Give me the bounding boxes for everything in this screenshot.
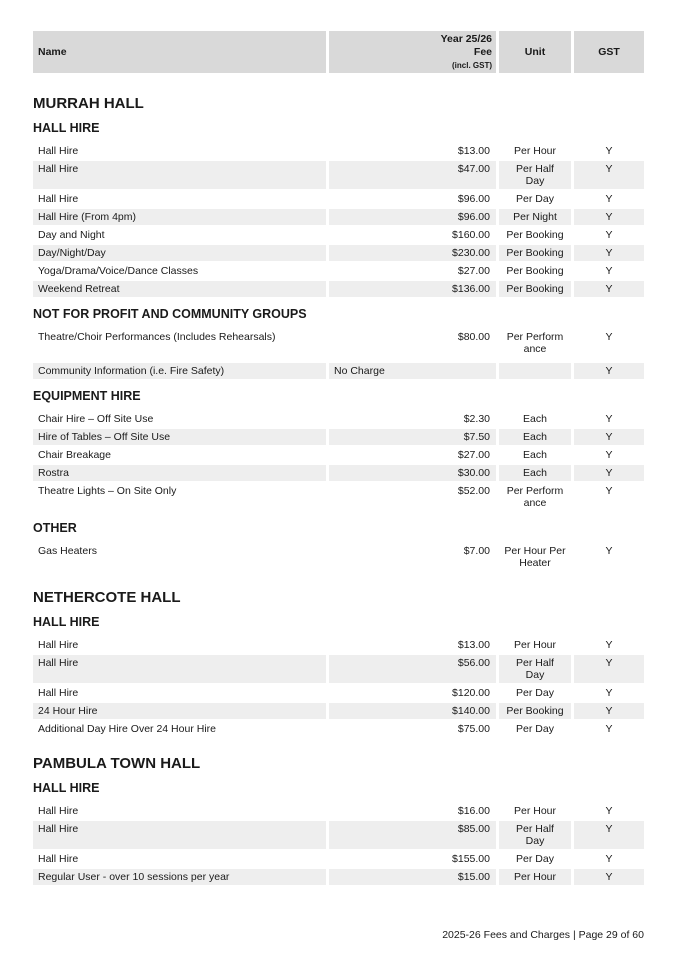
row-name: Hall Hire <box>33 685 329 701</box>
row-fee: $230.00 <box>329 245 499 261</box>
row-name: Chair Breakage <box>33 447 329 463</box>
row-gst: Y <box>574 869 644 885</box>
row-unit-text: Per Hour Per Heater <box>504 545 566 569</box>
header-gst: GST <box>574 31 644 73</box>
row-unit <box>499 411 574 427</box>
row-gst: Y <box>605 265 613 277</box>
group-title: HALL HIRE <box>33 121 100 135</box>
row-unit <box>499 543 574 571</box>
row-unit-text: Per Booking <box>506 283 564 295</box>
table-row <box>33 191 644 207</box>
row-name: Day/Night/Day <box>33 245 329 261</box>
row-gst: Y <box>605 805 613 817</box>
row-fee: $16.00 <box>329 803 499 819</box>
row-unit-text: Per Booking <box>506 229 564 241</box>
row-fee: $7.50 <box>329 429 499 445</box>
row-unit-text: Per Booking <box>506 247 564 259</box>
row-unit-text: Per Half Day <box>516 163 554 187</box>
row-gst: Y <box>605 145 613 157</box>
table-row <box>33 143 644 159</box>
table-row <box>33 227 644 243</box>
table-row <box>33 411 644 427</box>
row-unit-text: Per Day <box>516 853 554 865</box>
row-fee: $140.00 <box>329 703 499 719</box>
row-fee: $155.00 <box>329 851 499 867</box>
row-gst: Y <box>605 853 613 865</box>
table-row <box>33 685 644 701</box>
group-title: OTHER <box>33 521 77 535</box>
row-fee: $13.00 <box>329 637 499 653</box>
table-row <box>33 263 644 279</box>
fees-content <box>33 91 644 885</box>
row-unit-text: Per Day <box>516 723 554 735</box>
row-gst: Y <box>605 229 613 241</box>
row-unit <box>499 869 574 885</box>
row-gst: Y <box>605 449 613 461</box>
row-name: 24 Hour Hire <box>33 703 329 719</box>
row-unit <box>499 821 574 849</box>
table-row <box>33 281 644 297</box>
row-fee: $75.00 <box>329 721 499 737</box>
row-gst: Y <box>574 465 644 481</box>
row-name: Hall Hire (From 4pm) <box>33 209 329 225</box>
row-name: Hall Hire <box>33 161 329 189</box>
row-name: Hall Hire <box>33 191 329 207</box>
row-unit <box>499 803 574 819</box>
row-fee: No Charge <box>329 363 499 379</box>
row-unit-text: Per Day <box>516 687 554 699</box>
row-unit <box>499 721 574 737</box>
row-name: Hall Hire <box>33 655 329 683</box>
row-gst: Y <box>574 821 644 849</box>
row-name: Hall Hire <box>33 821 329 849</box>
row-fee: $136.00 <box>329 281 499 297</box>
table-header <box>33 31 644 73</box>
row-name: Additional Day Hire Over 24 Hour Hire <box>33 721 329 737</box>
row-fee: $2.30 <box>329 411 499 427</box>
table-row <box>33 851 644 867</box>
row-unit <box>499 851 574 867</box>
header-fee <box>329 31 499 73</box>
row-name: Gas Heaters <box>33 543 329 571</box>
row-unit <box>499 655 574 683</box>
header-name: Name <box>33 31 329 73</box>
row-unit-text: Per Night <box>513 211 557 223</box>
row-unit <box>499 245 574 261</box>
row-unit <box>499 429 574 445</box>
table-row <box>33 703 644 719</box>
row-fee: $52.00 <box>329 483 499 511</box>
row-fee: $120.00 <box>329 685 499 701</box>
table-row <box>33 209 644 225</box>
row-fee: $160.00 <box>329 227 499 243</box>
row-unit <box>499 363 574 379</box>
row-name: Theatre Lights – On Site Only <box>33 483 329 511</box>
row-unit <box>499 447 574 463</box>
table-row <box>33 465 644 481</box>
row-fee: $7.00 <box>329 543 499 571</box>
table-row <box>33 543 644 571</box>
table-row <box>33 483 644 511</box>
row-unit <box>499 209 574 225</box>
row-gst: Y <box>605 413 613 425</box>
table-row <box>33 245 644 261</box>
row-unit <box>499 161 574 189</box>
row-unit-text: Each <box>523 413 547 425</box>
row-gst: Y <box>605 545 613 557</box>
row-unit-text: Each <box>523 431 547 443</box>
header-fee-line3: (incl. GST) <box>452 60 492 70</box>
row-unit-text: Per Performance <box>506 485 564 509</box>
page-footer: 2025-26 Fees and Charges | Page 29 of 60 <box>442 929 644 941</box>
row-unit-text: Per Hour <box>513 805 556 817</box>
table-row <box>33 655 644 683</box>
table-row <box>33 721 644 737</box>
row-gst: Y <box>574 703 644 719</box>
row-unit-text: Per Booking <box>506 705 564 717</box>
row-unit-text: Per Performance <box>506 331 564 355</box>
row-gst: Y <box>574 429 644 445</box>
section-title: PAMBULA TOWN HALL <box>33 755 201 772</box>
row-unit-text: Each <box>523 467 547 479</box>
row-name: Theatre/Choir Performances (Includes Rehearsals) <box>33 329 329 357</box>
table-row <box>33 869 644 885</box>
row-gst: Y <box>605 723 613 735</box>
row-fee: $47.00 <box>329 161 499 189</box>
row-unit-text: Per Hour <box>513 145 556 157</box>
table-row <box>33 363 644 379</box>
row-unit-text: Per Hour <box>513 871 556 883</box>
table-row <box>33 637 644 653</box>
table-row <box>33 429 644 445</box>
row-unit-text: Per Half Day <box>516 823 554 847</box>
group-title: HALL HIRE <box>33 781 100 795</box>
row-name: Chair Hire – Off Site Use <box>33 411 329 427</box>
row-fee: $80.00 <box>329 329 499 357</box>
row-name: Day and Night <box>33 227 329 243</box>
row-unit <box>499 227 574 243</box>
row-gst: Y <box>574 245 644 261</box>
row-fee: $27.00 <box>329 447 499 463</box>
row-gst: Y <box>605 193 613 205</box>
row-name: Hall Hire <box>33 851 329 867</box>
row-gst: Y <box>574 209 644 225</box>
row-gst: Y <box>605 687 613 699</box>
row-fee: $96.00 <box>329 191 499 207</box>
row-unit-text: Per Day <box>516 193 554 205</box>
row-name: Weekend Retreat <box>33 281 329 297</box>
section-title: NETHERCOTE HALL <box>33 589 181 606</box>
row-gst: Y <box>605 485 613 497</box>
header-fee-line1: Year 25/26 <box>440 32 492 45</box>
group-title: EQUIPMENT HIRE <box>33 389 141 403</box>
row-unit <box>499 281 574 297</box>
row-unit <box>499 143 574 159</box>
table-row <box>33 803 644 819</box>
group-title: NOT FOR PROFIT AND COMMUNITY GROUPS <box>33 307 307 321</box>
row-unit <box>499 191 574 207</box>
row-fee: $30.00 <box>329 465 499 481</box>
row-unit <box>499 465 574 481</box>
row-unit-text: Per Half Day <box>516 657 554 681</box>
row-fee: $56.00 <box>329 655 499 683</box>
row-unit <box>499 637 574 653</box>
section-title: MURRAH HALL <box>33 95 144 112</box>
row-fee: $96.00 <box>329 209 499 225</box>
row-name: Community Information (i.e. Fire Safety) <box>33 363 329 379</box>
row-name: Yoga/Drama/Voice/Dance Classes <box>33 263 329 279</box>
row-name: Hire of Tables – Off Site Use <box>33 429 329 445</box>
table-row <box>33 329 644 357</box>
row-unit-text: Per Hour <box>513 639 556 651</box>
header-fee-line2: Fee <box>473 45 492 58</box>
row-gst: Y <box>574 281 644 297</box>
row-name: Hall Hire <box>33 637 329 653</box>
header-unit: Unit <box>499 31 574 73</box>
table-row <box>33 821 644 849</box>
fees-page <box>33 31 644 887</box>
row-unit <box>499 703 574 719</box>
row-unit <box>499 329 574 357</box>
row-unit-text: Each <box>523 449 547 461</box>
row-unit <box>499 263 574 279</box>
row-unit <box>499 483 574 511</box>
row-unit-text: Per Booking <box>506 265 564 277</box>
row-gst: Y <box>605 639 613 651</box>
row-gst: Y <box>574 363 644 379</box>
row-fee: $85.00 <box>329 821 499 849</box>
table-row <box>33 161 644 189</box>
row-fee: $15.00 <box>329 869 499 885</box>
row-fee: $13.00 <box>329 143 499 159</box>
row-name: Rostra <box>33 465 329 481</box>
row-gst: Y <box>574 655 644 683</box>
group-title: HALL HIRE <box>33 615 100 629</box>
row-gst: Y <box>574 161 644 189</box>
row-fee: $27.00 <box>329 263 499 279</box>
table-row <box>33 447 644 463</box>
row-unit <box>499 685 574 701</box>
row-gst: Y <box>605 331 613 343</box>
row-name: Regular User - over 10 sessions per year <box>33 869 329 885</box>
row-name: Hall Hire <box>33 803 329 819</box>
row-name: Hall Hire <box>33 143 329 159</box>
